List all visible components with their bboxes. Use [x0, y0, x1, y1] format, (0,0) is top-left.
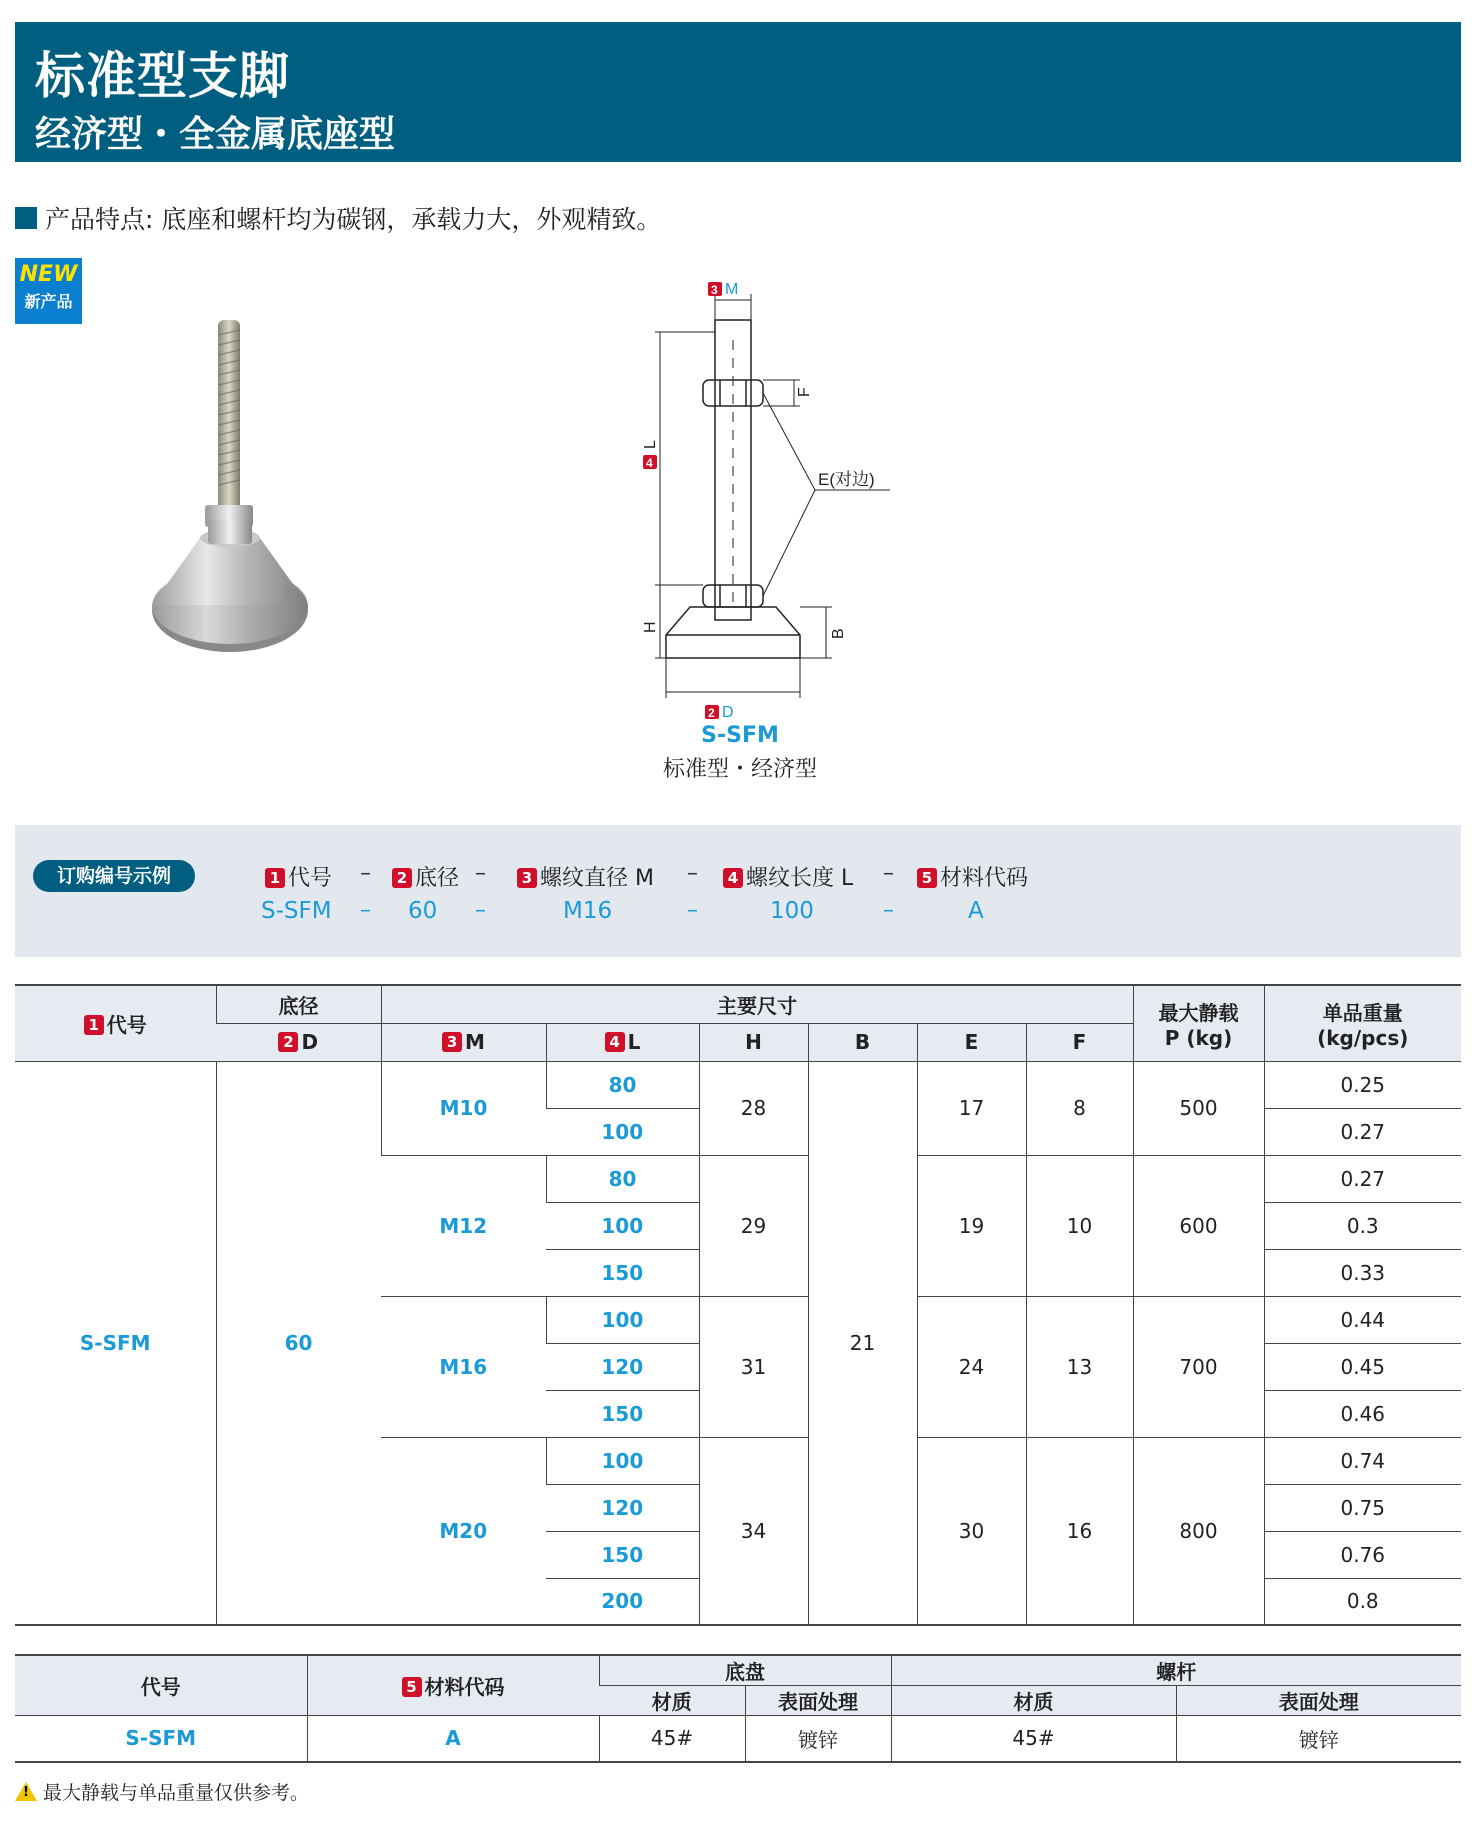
cell-l: 150: [546, 1390, 699, 1437]
square-bullet-icon: [15, 207, 37, 229]
mat-cell-base-finish: 镀锌: [745, 1716, 891, 1762]
cell-l: 80: [546, 1155, 699, 1202]
header-e: E: [917, 1023, 1026, 1061]
cell-d: 60: [216, 1061, 381, 1625]
cell-weight: 0.45: [1264, 1343, 1461, 1390]
new-badge-sublabel: 新产品: [24, 292, 73, 311]
order-value-thread-l: 100: [770, 898, 814, 924]
mat-header-code: 代号: [15, 1655, 307, 1716]
cell-weight: 0.74: [1264, 1437, 1461, 1484]
technical-drawing: [600, 280, 930, 720]
order-dash: –: [475, 861, 486, 886]
dim-m-num: 3: [711, 283, 718, 297]
dim-d-label: D: [722, 704, 734, 720]
footnote: [15, 1778, 309, 1805]
header-weight: 单品重量 (kg/pcs): [1264, 985, 1461, 1061]
cell-weight: 0.46: [1264, 1390, 1461, 1437]
header-h: H: [699, 1023, 808, 1061]
page-subtitle: 经济型・全金属底座型: [35, 114, 396, 155]
order-label-thread-l: 4 螺纹长度 L: [723, 861, 853, 892]
cell-l: 200: [546, 1578, 699, 1625]
cell-f: 8: [1026, 1061, 1133, 1155]
header-code: 1 代号: [15, 985, 216, 1061]
cell-l: 120: [546, 1343, 699, 1390]
cell-weight: 0.27: [1264, 1155, 1461, 1202]
order-example-pill: 订购编号示例: [33, 860, 195, 892]
cell-p: 600: [1133, 1155, 1264, 1296]
cell-e: 19: [917, 1155, 1026, 1296]
table-row: [15, 1716, 1461, 1762]
cell-f: 10: [1026, 1155, 1133, 1296]
order-label-base: 2 底径: [392, 861, 459, 892]
cell-p: 700: [1133, 1296, 1264, 1437]
header-d: 2 D: [216, 1023, 381, 1061]
cell-m: M10: [381, 1061, 546, 1155]
order-dash: –: [883, 898, 894, 923]
cell-weight: 0.44: [1264, 1296, 1461, 1343]
order-label-thread-m: 3 螺纹直径 M: [517, 861, 654, 892]
cell-f: 13: [1026, 1296, 1133, 1437]
cell-code: S-SFM: [15, 1061, 216, 1625]
dim-d-num: 2: [708, 706, 715, 720]
cell-weight: 0.3: [1264, 1202, 1461, 1249]
header-main-dims: 主要尺寸: [381, 985, 1133, 1023]
footnote-text: 最大静载与单品重量仅供参考。: [43, 1782, 310, 1804]
dim-m-label: M: [725, 281, 739, 298]
cell-l: 100: [546, 1202, 699, 1249]
drawing-caption: [560, 723, 920, 783]
cell-weight: 0.27: [1264, 1108, 1461, 1155]
order-value-thread-m: M16: [563, 898, 613, 924]
header-load: 最大静载 P (kg): [1133, 985, 1264, 1061]
cell-h: 28: [699, 1061, 808, 1155]
cell-m: M16: [381, 1296, 546, 1437]
cell-e: 30: [917, 1437, 1026, 1625]
cell-l: 80: [546, 1061, 699, 1108]
dim-l-label: L: [642, 440, 659, 449]
mat-header-base-material: 材质: [599, 1686, 745, 1716]
order-example-box: [15, 825, 1461, 957]
mat-cell-stud-finish: 镀锌: [1176, 1716, 1461, 1762]
product-feature: [15, 200, 661, 236]
header-b: B: [808, 1023, 917, 1061]
material-table: [15, 1654, 1461, 1763]
cell-h: 29: [699, 1155, 808, 1296]
order-value-material: A: [968, 898, 984, 924]
spec-table: [15, 984, 1461, 1626]
product-photo: [130, 310, 340, 680]
feature-text: 产品特点: 底座和螺杆均为碳钢，承载力大，外观精致。: [45, 205, 662, 234]
mat-header-base-finish: 表面处理: [745, 1686, 891, 1716]
order-dash: –: [883, 861, 894, 886]
order-label-code: 1 代号: [265, 861, 332, 892]
cell-e: 17: [917, 1061, 1026, 1155]
cell-b: 21: [808, 1061, 917, 1625]
cell-weight: 0.76: [1264, 1531, 1461, 1578]
header-base: 底径: [216, 985, 381, 1023]
cell-f: 16: [1026, 1437, 1133, 1625]
dim-e-label: E(对边): [818, 470, 875, 489]
dim-f-label: F: [796, 387, 813, 397]
page-title: 标准型支脚: [35, 47, 290, 105]
mat-header-base: 底盘: [599, 1655, 891, 1686]
mat-cell-base-material: 45#: [599, 1716, 745, 1762]
cell-h: 34: [699, 1437, 808, 1625]
warning-icon: !: [15, 1782, 37, 1801]
cell-e: 24: [917, 1296, 1026, 1437]
header-m: 3 M: [381, 1023, 546, 1061]
dim-b-label: B: [830, 628, 847, 639]
mat-header-matcode: 5 材料代码: [307, 1655, 599, 1716]
order-dash: –: [475, 898, 486, 923]
cell-l: 120: [546, 1484, 699, 1531]
mat-header-stud: 螺杆: [891, 1655, 1461, 1686]
header-f: F: [1026, 1023, 1133, 1061]
dim-h-label: H: [642, 621, 659, 633]
dim-l-num: 4: [646, 456, 653, 470]
page-header: [15, 22, 1461, 162]
order-dash: –: [687, 898, 698, 923]
mat-header-stud-material: 材质: [891, 1686, 1176, 1716]
order-dash: –: [360, 898, 371, 923]
drawing-caption-text: 标准型・经济型: [662, 757, 817, 782]
order-dash: –: [687, 861, 698, 886]
order-value-code: S-SFM: [261, 898, 332, 924]
cell-weight: 0.33: [1264, 1249, 1461, 1296]
cell-p: 500: [1133, 1061, 1264, 1155]
cell-l: 100: [546, 1437, 699, 1484]
order-dash: –: [360, 861, 371, 886]
mat-cell-matcode: A: [307, 1716, 599, 1762]
mat-cell-code: S-SFM: [15, 1716, 307, 1762]
new-badge-label: NEW: [19, 262, 78, 287]
new-badge: [15, 258, 82, 324]
cell-m: M20: [381, 1437, 546, 1625]
cell-p: 800: [1133, 1437, 1264, 1625]
cell-weight: 0.75: [1264, 1484, 1461, 1531]
cell-l: 100: [546, 1296, 699, 1343]
cell-l: 150: [546, 1249, 699, 1296]
cell-m: M12: [381, 1155, 546, 1296]
cell-l: 150: [546, 1531, 699, 1578]
cell-weight: 0.25: [1264, 1061, 1461, 1108]
table-row: [15, 1061, 1461, 1108]
mat-cell-stud-material: 45#: [891, 1716, 1176, 1762]
cell-weight: 0.8: [1264, 1578, 1461, 1625]
drawing-model: S-SFM: [701, 723, 779, 748]
cell-h: 31: [699, 1296, 808, 1437]
cell-l: 100: [546, 1108, 699, 1155]
order-label-material: 5 材料代码: [917, 861, 1028, 892]
order-value-base: 60: [408, 898, 438, 924]
header-l: 4 L: [546, 1023, 699, 1061]
mat-header-stud-finish: 表面处理: [1176, 1686, 1461, 1716]
